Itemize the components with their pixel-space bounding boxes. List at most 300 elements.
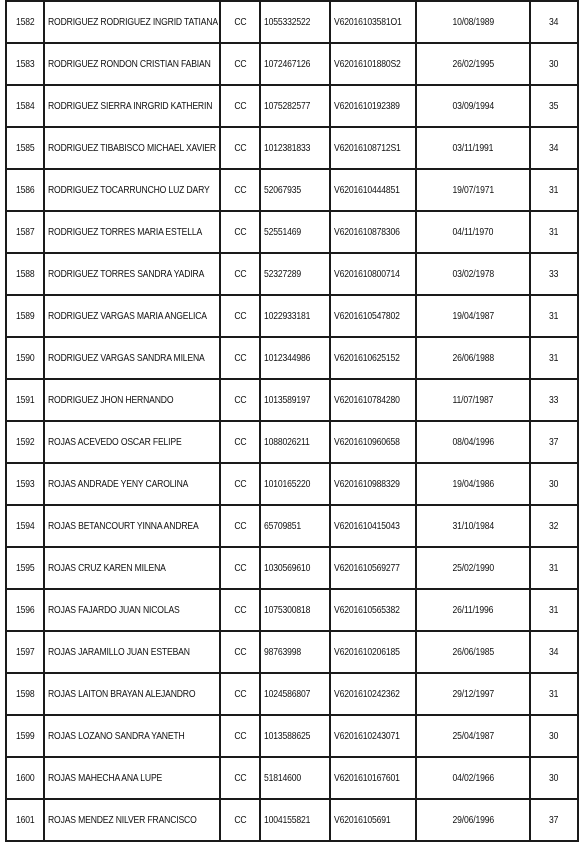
birth-date: 19/04/1986 [452, 478, 494, 490]
row-number-cell [6, 631, 44, 673]
birth-date: 29/06/1996 [452, 814, 494, 826]
record-code-cell [330, 211, 416, 253]
age-cell [530, 463, 578, 505]
full-name: ROJAS CRUZ KAREN MILENA [48, 562, 166, 574]
birth-date: 19/04/1987 [452, 310, 494, 322]
row-number: 1589 [15, 310, 35, 322]
document-type: CC [233, 562, 247, 574]
document-type: CC [233, 520, 247, 532]
full-name-cell [44, 43, 220, 85]
table-row [6, 757, 578, 799]
document-type-cell [220, 379, 260, 421]
row-number: 1592 [15, 436, 35, 448]
full-name: ROJAS ACEVEDO OSCAR FELIPE [48, 436, 182, 448]
birth-date-cell [416, 505, 530, 547]
document-type: CC [233, 688, 247, 700]
birth-date-cell [416, 421, 530, 463]
document-id: 52327289 [264, 268, 302, 280]
full-name-cell [44, 379, 220, 421]
record-code-cell [330, 295, 416, 337]
document-type: CC [233, 226, 247, 238]
record-code: V62016101880S2 [334, 58, 401, 70]
document-type: CC [233, 310, 247, 322]
birth-date-cell [416, 631, 530, 673]
row-number: 1591 [15, 394, 35, 406]
record-code-cell [330, 589, 416, 631]
table-row [6, 43, 578, 85]
birth-date: 08/04/1996 [452, 436, 494, 448]
birth-date: 04/11/1970 [452, 226, 494, 238]
document-type: CC [233, 268, 247, 280]
document-id-cell [260, 715, 330, 757]
document-type: CC [233, 436, 247, 448]
full-name: RODRIGUEZ TOCARRUNCHO LUZ DARY [48, 184, 210, 196]
full-name-cell [44, 169, 220, 211]
birth-date: 19/07/1971 [452, 184, 494, 196]
row-number: 1600 [15, 772, 35, 784]
table-row [6, 715, 578, 757]
age-cell [530, 253, 578, 295]
table-row [6, 253, 578, 295]
record-code-cell [330, 505, 416, 547]
document-type: CC [233, 646, 247, 658]
full-name: ROJAS JARAMILLO JUAN ESTEBAN [48, 646, 190, 658]
age: 37 [549, 436, 559, 448]
record-code: V6201610625152 [334, 352, 400, 364]
document-id-cell [260, 379, 330, 421]
document-id-cell [260, 589, 330, 631]
document-type-cell [220, 1, 260, 43]
document-id: 51814600 [264, 772, 302, 784]
full-name-cell [44, 715, 220, 757]
document-id-cell [260, 505, 330, 547]
table-body [6, 1, 578, 841]
table-row [6, 589, 578, 631]
birth-date-cell [416, 295, 530, 337]
record-code: V6201610960658 [334, 436, 400, 448]
age-cell [530, 43, 578, 85]
row-number-cell [6, 1, 44, 43]
birth-date-cell [416, 799, 530, 841]
age-cell [530, 379, 578, 421]
age-cell [530, 85, 578, 127]
full-name-cell [44, 799, 220, 841]
document-id-cell [260, 253, 330, 295]
document-type: CC [233, 394, 247, 406]
document-id-cell [260, 463, 330, 505]
table-row [6, 169, 578, 211]
document-id-cell [260, 757, 330, 799]
record-code-cell [330, 169, 416, 211]
record-code: V6201610192389 [334, 100, 400, 112]
record-code: V6201610800714 [334, 268, 400, 280]
full-name: ROJAS MENDEZ NILVER FRANCISCO [48, 814, 197, 826]
document-id-cell [260, 169, 330, 211]
birth-date: 03/09/1994 [452, 100, 494, 112]
row-number-cell [6, 673, 44, 715]
full-name-cell [44, 1, 220, 43]
row-number-cell [6, 169, 44, 211]
full-name-cell [44, 253, 220, 295]
record-code: V6201610878306 [334, 226, 400, 238]
row-number-cell [6, 211, 44, 253]
document-id-cell [260, 211, 330, 253]
full-name: RODRIGUEZ TORRES MARIA ESTELLA [48, 226, 203, 238]
age: 31 [549, 604, 559, 616]
document-id-cell [260, 295, 330, 337]
record-code-cell [330, 43, 416, 85]
document-type-cell [220, 211, 260, 253]
full-name-cell [44, 421, 220, 463]
full-name-cell [44, 757, 220, 799]
document-id-cell [260, 127, 330, 169]
table-row [6, 295, 578, 337]
age: 30 [549, 478, 559, 490]
age-cell [530, 631, 578, 673]
document-id: 1072467126 [264, 58, 311, 70]
document-type-cell [220, 127, 260, 169]
record-code-cell [330, 673, 416, 715]
document-id: 1088026211 [264, 436, 310, 448]
birth-date: 26/11/1996 [452, 604, 494, 616]
record-code: V6201610988329 [334, 478, 400, 490]
full-name-cell [44, 547, 220, 589]
row-number: 1593 [15, 478, 35, 490]
record-code: V62016103581O1 [334, 16, 402, 28]
document-id-cell [260, 421, 330, 463]
birth-date: 29/12/1997 [452, 688, 494, 700]
document-id-cell [260, 337, 330, 379]
document-id: 1013589197 [264, 394, 311, 406]
age-cell [530, 673, 578, 715]
birth-date: 11/07/1987 [452, 394, 494, 406]
document-type-cell [220, 253, 260, 295]
full-name-cell [44, 673, 220, 715]
document-type: CC [233, 730, 247, 742]
document-type: CC [233, 100, 247, 112]
document-id: 52551469 [264, 226, 302, 238]
full-name-cell [44, 85, 220, 127]
full-name-cell [44, 127, 220, 169]
full-name-cell [44, 589, 220, 631]
full-name: RODRIGUEZ TIBABISCO MICHAEL XAVIER [48, 142, 216, 154]
row-number: 1595 [15, 562, 35, 574]
table-row [6, 211, 578, 253]
age-cell [530, 295, 578, 337]
full-name: ROJAS MAHECHA ANA LUPE [48, 772, 163, 784]
document-id: 1004155821 [264, 814, 311, 826]
document-id: 1013588625 [264, 730, 311, 742]
record-code: V6201610242362 [334, 688, 400, 700]
document-id-cell [260, 673, 330, 715]
document-type-cell [220, 757, 260, 799]
age: 32 [549, 520, 559, 532]
birth-date: 26/02/1995 [452, 58, 494, 70]
birth-date-cell [416, 589, 530, 631]
document-id: 1075300818 [264, 604, 311, 616]
table-row [6, 1, 578, 43]
full-name: RODRIGUEZ SIERRA INRGRID KATHERIN [48, 100, 213, 112]
full-name-cell [44, 295, 220, 337]
document-id: 1055332522 [264, 16, 311, 28]
document-type-cell [220, 295, 260, 337]
birth-date: 03/11/1991 [452, 142, 494, 154]
row-number-cell [6, 547, 44, 589]
birth-date: 04/02/1966 [452, 772, 494, 784]
document-type: CC [233, 478, 247, 490]
full-name: RODRIGUEZ VARGAS MARIA ANGELICA [48, 310, 207, 322]
age: 31 [549, 226, 559, 238]
row-number: 1601 [15, 814, 35, 826]
birth-date-cell [416, 463, 530, 505]
record-code-cell [330, 379, 416, 421]
full-name: ROJAS LAITON BRAYAN ALEJANDRO [48, 688, 196, 700]
document-id-cell [260, 1, 330, 43]
full-name: ROJAS LOZANO SANDRA YANETH [48, 730, 185, 742]
record-code-cell [330, 127, 416, 169]
document-type: CC [233, 16, 247, 28]
age-cell [530, 715, 578, 757]
row-number-cell [6, 337, 44, 379]
birth-date-cell [416, 85, 530, 127]
record-code: V6201610547802 [334, 310, 400, 322]
age: 37 [549, 814, 559, 826]
row-number: 1586 [15, 184, 35, 196]
age-cell [530, 547, 578, 589]
record-code: V6201610206185 [334, 646, 400, 658]
table-row [6, 421, 578, 463]
age-cell [530, 799, 578, 841]
document-type-cell [220, 715, 260, 757]
table-row [6, 127, 578, 169]
table-row [6, 547, 578, 589]
row-number: 1597 [15, 646, 35, 658]
document-type-cell [220, 589, 260, 631]
age: 34 [549, 16, 559, 28]
table-row [6, 85, 578, 127]
full-name-cell [44, 505, 220, 547]
age-cell [530, 127, 578, 169]
age: 33 [549, 268, 559, 280]
row-number: 1598 [15, 688, 35, 700]
document-id: 1012381833 [264, 142, 311, 154]
birth-date: 25/04/1987 [452, 730, 494, 742]
row-number-cell [6, 421, 44, 463]
document-type: CC [233, 604, 247, 616]
age: 31 [549, 688, 559, 700]
age-cell [530, 1, 578, 43]
full-name: ROJAS ANDRADE YENY CAROLINA [48, 478, 189, 490]
record-code-cell [330, 715, 416, 757]
record-code-cell [330, 547, 416, 589]
record-code-cell [330, 757, 416, 799]
table-row [6, 337, 578, 379]
row-number: 1596 [15, 604, 35, 616]
full-name: RODRIGUEZ VARGAS SANDRA MILENA [48, 352, 205, 364]
birth-date-cell [416, 211, 530, 253]
document-type-cell [220, 799, 260, 841]
document-type-cell [220, 673, 260, 715]
record-code: V6201610569277 [334, 562, 400, 574]
table-row [6, 463, 578, 505]
document-id-cell [260, 631, 330, 673]
row-number: 1590 [15, 352, 35, 364]
full-name: RODRIGUEZ TORRES SANDRA YADIRA [48, 268, 205, 280]
registry-table [5, 0, 579, 842]
row-number: 1584 [15, 100, 35, 112]
document-id: 1022933181 [264, 310, 311, 322]
full-name: RODRIGUEZ RODRIGUEZ INGRID TATIANA [48, 16, 218, 28]
row-number-cell [6, 589, 44, 631]
document-id: 1075282577 [264, 100, 311, 112]
document-type-cell [220, 631, 260, 673]
age: 34 [549, 142, 559, 154]
row-number: 1585 [15, 142, 35, 154]
birth-date: 10/08/1989 [452, 16, 494, 28]
birth-date-cell [416, 169, 530, 211]
record-code: V6201610415043 [334, 520, 400, 532]
birth-date: 26/06/1985 [452, 646, 494, 658]
record-code: V6201610167601 [334, 772, 400, 784]
document-id: 98763998 [264, 646, 302, 658]
document-type: CC [233, 58, 247, 70]
row-number-cell [6, 43, 44, 85]
document-id: 1030569610 [264, 562, 311, 574]
document-id: 52067935 [264, 184, 302, 196]
record-code-cell [330, 421, 416, 463]
row-number-cell [6, 715, 44, 757]
document-id-cell [260, 43, 330, 85]
table-row [6, 379, 578, 421]
document-type-cell [220, 505, 260, 547]
record-code-cell [330, 463, 416, 505]
row-number-cell [6, 295, 44, 337]
row-number: 1594 [15, 520, 35, 532]
document-type: CC [233, 184, 247, 196]
row-number: 1588 [15, 268, 35, 280]
document-id-cell [260, 85, 330, 127]
birth-date-cell [416, 673, 530, 715]
birth-date-cell [416, 253, 530, 295]
full-name-cell [44, 631, 220, 673]
row-number-cell [6, 463, 44, 505]
record-code: V6201610444851 [334, 184, 400, 196]
age-cell [530, 421, 578, 463]
record-code-cell [330, 253, 416, 295]
document-page [5, 0, 577, 842]
record-code: V62016105691 [334, 814, 391, 826]
row-number: 1582 [15, 16, 35, 28]
row-number-cell [6, 127, 44, 169]
row-number-cell [6, 253, 44, 295]
row-number-cell [6, 505, 44, 547]
age: 30 [549, 58, 559, 70]
record-code-cell [330, 799, 416, 841]
full-name-cell [44, 211, 220, 253]
age: 31 [549, 562, 559, 574]
record-code-cell [330, 631, 416, 673]
birth-date: 25/02/1990 [452, 562, 494, 574]
row-number-cell [6, 799, 44, 841]
table-row [6, 505, 578, 547]
birth-date-cell [416, 1, 530, 43]
document-id: 65709851 [264, 520, 302, 532]
full-name: RODRIGUEZ JHON HERNANDO [48, 394, 174, 406]
age-cell [530, 589, 578, 631]
record-code: V6201610565382 [334, 604, 400, 616]
age-cell [530, 337, 578, 379]
birth-date: 03/02/1978 [452, 268, 494, 280]
age: 31 [549, 184, 559, 196]
document-type: CC [233, 772, 247, 784]
record-code-cell [330, 85, 416, 127]
document-id-cell [260, 799, 330, 841]
age: 30 [549, 730, 559, 742]
document-type: CC [233, 352, 247, 364]
birth-date-cell [416, 337, 530, 379]
full-name-cell [44, 463, 220, 505]
birth-date-cell [416, 127, 530, 169]
row-number-cell [6, 85, 44, 127]
row-number: 1583 [15, 58, 35, 70]
document-id: 1024586807 [264, 688, 311, 700]
document-id: 1010165220 [264, 478, 311, 490]
full-name: RODRIGUEZ RONDON CRISTIAN FABIAN [48, 58, 211, 70]
age: 35 [549, 100, 559, 112]
birth-date-cell [416, 379, 530, 421]
age-cell [530, 211, 578, 253]
document-type-cell [220, 463, 260, 505]
document-type-cell [220, 169, 260, 211]
birth-date-cell [416, 715, 530, 757]
record-code: V6201610243071 [334, 730, 400, 742]
document-type-cell [220, 85, 260, 127]
document-type: CC [233, 142, 247, 154]
document-type-cell [220, 337, 260, 379]
record-code: V6201610784280 [334, 394, 400, 406]
document-type-cell [220, 421, 260, 463]
age: 31 [549, 310, 559, 322]
birth-date-cell [416, 43, 530, 85]
full-name: ROJAS BETANCOURT YINNA ANDREA [48, 520, 199, 532]
document-id: 1012344986 [264, 352, 311, 364]
age-cell [530, 757, 578, 799]
record-code-cell [330, 1, 416, 43]
age: 34 [549, 646, 559, 658]
age: 31 [549, 352, 559, 364]
birth-date-cell [416, 757, 530, 799]
document-id-cell [260, 547, 330, 589]
record-code-cell [330, 337, 416, 379]
full-name-cell [44, 337, 220, 379]
row-number-cell [6, 757, 44, 799]
age-cell [530, 169, 578, 211]
birth-date-cell [416, 547, 530, 589]
full-name: ROJAS FAJARDO JUAN NICOLAS [48, 604, 180, 616]
age: 30 [549, 772, 559, 784]
table-row [6, 799, 578, 841]
document-type-cell [220, 547, 260, 589]
birth-date: 26/06/1988 [452, 352, 494, 364]
row-number-cell [6, 379, 44, 421]
age: 33 [549, 394, 559, 406]
birth-date: 31/10/1984 [452, 520, 494, 532]
age-cell [530, 505, 578, 547]
document-type-cell [220, 43, 260, 85]
document-type: CC [233, 814, 247, 826]
table-row [6, 631, 578, 673]
table-row [6, 673, 578, 715]
